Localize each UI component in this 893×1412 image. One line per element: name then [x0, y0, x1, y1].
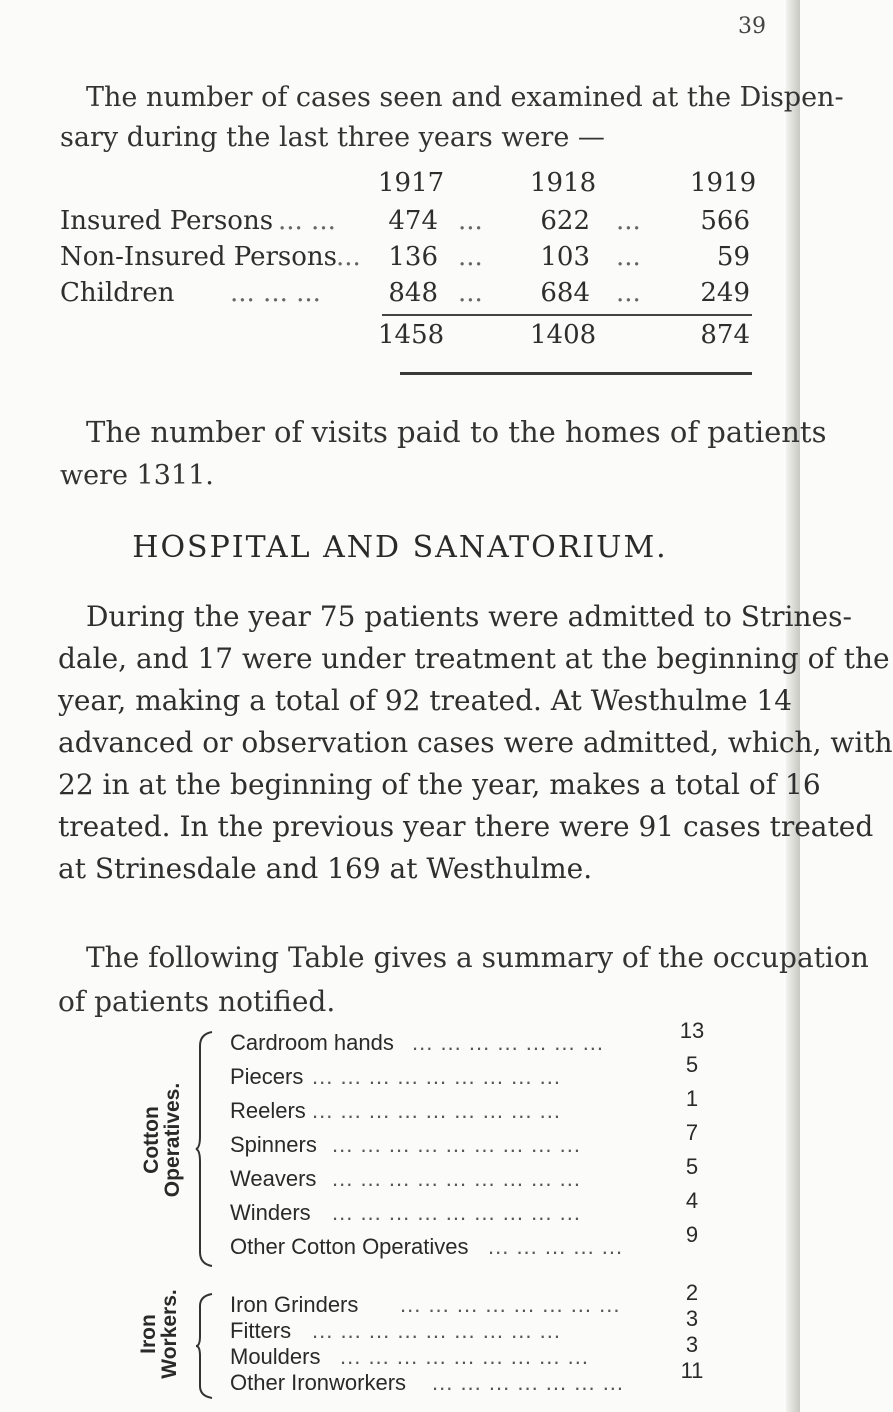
occupation-count: 9: [685, 1222, 699, 1247]
occupation-name: Other Ironworkers: [230, 1370, 407, 1395]
occupation-count: 5: [685, 1154, 699, 1179]
occupation-count: 4: [685, 1188, 699, 1213]
paragraph-line: During the year 75 patients were admitted to Strines-: [86, 600, 852, 633]
leader-dots: ... ...: [278, 206, 336, 236]
occupation-name: Piecers: [230, 1064, 304, 1089]
dispensary-intro-line-1: The number of cases seen and examined at the Dispen-: [86, 82, 844, 113]
page-number: 39: [738, 14, 766, 39]
occupation-name: Moulders: [230, 1344, 321, 1369]
leader-dots: ...: [616, 242, 641, 272]
leader-dots: ...: [458, 206, 483, 236]
leader-dots: ... ... ... ... ...: [488, 1234, 624, 1259]
occupation-name: Cardroom hands: [230, 1030, 394, 1055]
paragraph-line: at Strinesdale and 169 at Westhulme.: [58, 852, 593, 885]
occupation-count: 3: [685, 1306, 699, 1331]
paragraph-line: year, making a total of 92 treated. At Westhulme 14: [58, 684, 793, 717]
occupation-intro-line-1: The following Table gives a summary of the occupation: [86, 941, 869, 974]
table-cell: 848: [388, 278, 438, 308]
table-bottom-rule: [400, 372, 752, 375]
leader-dots: ... ... ... ... ... ... ... ... ...: [312, 1318, 561, 1343]
table-cell: 59: [716, 242, 750, 272]
leader-dots: ... ... ...: [230, 278, 321, 308]
group-brace: [196, 1030, 214, 1268]
table-cell: 622: [540, 206, 590, 236]
total-cell: 874: [700, 320, 750, 350]
leader-dots: ...: [458, 242, 483, 272]
row-label-non-insured: Non-Insured Persons: [60, 242, 337, 272]
leader-dots: ... ... ... ... ... ... ...: [432, 1370, 625, 1395]
occupation-name: Other Cotton Operatives: [230, 1234, 469, 1259]
visits-line-2: were 1311.: [60, 460, 214, 491]
group-brace: [196, 1292, 214, 1400]
occupation-group-cotton: [0, 1018, 800, 1290]
occupation-name: Iron Grinders: [230, 1292, 359, 1317]
leader-dots: ... ... ... ... ... ... ... ... ...: [332, 1132, 581, 1157]
occupation-name: Winders: [230, 1200, 311, 1225]
occupation-count: 1: [685, 1086, 699, 1111]
leader-dots: ... ... ... ... ... ... ... ... ...: [340, 1344, 589, 1369]
total-cell: 1408: [530, 320, 597, 350]
occupation-name: Reelers: [230, 1098, 306, 1123]
leader-dots: ... ... ... ... ... ... ... ...: [400, 1292, 621, 1317]
row-label-insured: Insured Persons: [60, 206, 274, 236]
table-cell: 684: [540, 278, 590, 308]
occupation-count: 13: [679, 1018, 705, 1043]
leader-dots: ... ... ... ... ... ... ... ... ...: [332, 1200, 581, 1225]
leader-dots: ... ... ... ... ... ... ... ... ...: [312, 1064, 561, 1089]
occupation-count: 2: [685, 1280, 699, 1305]
leader-dots: ...: [616, 278, 641, 308]
table-cell: 566: [700, 206, 750, 236]
paragraph-line: treated. In the previous year there were 91 cases treated: [58, 810, 874, 843]
occupation-count: 11: [680, 1358, 704, 1383]
leader-dots: ...: [336, 242, 361, 272]
leader-dots: ... ... ... ... ... ... ... ... ...: [312, 1098, 561, 1123]
dispensary-intro-line-2: sary during the last three years were —: [60, 122, 605, 153]
section-heading-hospital: HOSPITAL AND SANATORIUM.: [132, 530, 668, 565]
paragraph-line: dale, and 17 were under treatment at the beginning of the: [58, 642, 890, 675]
year-header: 1917: [378, 168, 445, 198]
visits-line-1: The number of visits paid to the homes of patients: [86, 415, 827, 449]
total-cell: 1458: [378, 320, 445, 350]
table-cell: 474: [388, 206, 438, 236]
table-cell: 249: [700, 278, 750, 308]
table-cell: 136: [388, 242, 438, 272]
leader-dots: ...: [616, 206, 641, 236]
dispensary-table: [60, 168, 780, 358]
year-header: 1918: [530, 168, 597, 198]
occupation-count: 5: [685, 1052, 699, 1077]
occupation-name: Fitters: [230, 1318, 292, 1343]
occupation-group-iron: [0, 1280, 800, 1402]
group-label-iron: Iron Workers.: [137, 1289, 181, 1379]
paragraph-line: 22 in at the beginning of the year, makes a total of 16: [58, 768, 821, 801]
occupation-count: 7: [685, 1120, 699, 1145]
leader-dots: ...: [458, 278, 483, 308]
table-cell: 103: [540, 242, 590, 272]
leader-dots: ... ... ... ... ... ... ... ... ...: [332, 1166, 581, 1191]
occupation-name: Spinners: [230, 1132, 317, 1157]
occupation-count: 3: [685, 1332, 699, 1357]
total-rule: [382, 314, 752, 316]
group-label-cotton: Cotton Operatives.: [140, 1082, 184, 1198]
leader-dots: ... ... ... ... ... ... ...: [412, 1030, 605, 1055]
row-label-children: Children: [60, 278, 175, 308]
year-header: 1919: [690, 168, 757, 198]
occupation-intro-line-2: of patients notified.: [58, 985, 336, 1018]
occupation-name: Weavers: [230, 1166, 317, 1191]
paragraph-line: advanced or observation cases were admitted, which, with: [58, 726, 893, 759]
